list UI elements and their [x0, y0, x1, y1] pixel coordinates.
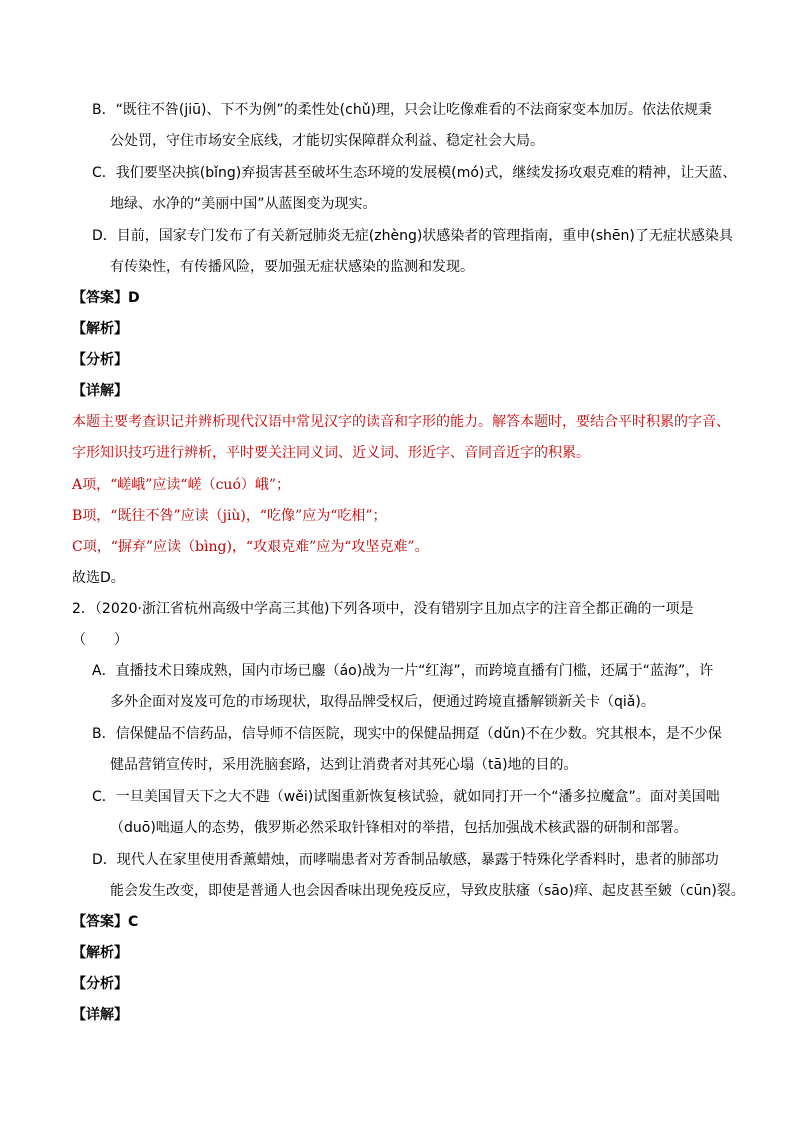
q2-option-d-line2: 能会发生改变，即使是普通人也会因香味出现免疫反应，导致皮肤瘙（sāo)痒、起皮甚至皴（cūn)裂。 [110, 883, 745, 899]
q2-stem-line2: （ ） [72, 632, 128, 648]
q2-answer: 【答案】C [72, 914, 139, 930]
q2-option-b-line1: B．信保健品不信药品，信导师不信医院，现实中的保健品拥趸（dǔn)不在少数。究其根本，是不少保 [92, 726, 722, 742]
q1-conclusion: 故选D。 [72, 570, 125, 586]
q1-option-c-line2: 地绿、水净的“美丽中国”从蓝图变为现实。 [110, 196, 377, 212]
q1-answer: 【答案】D [72, 290, 140, 306]
q2-option-c-line1: C．一旦美国冒天下之大不韪（wěi)试图重新恢复核试验，就如同打开一个“潘多拉魔盒”。面对美国咄 [92, 789, 720, 805]
q1-detail-line1: 本题主要考查识记并辨析现代汉语中常见汉字的读音和字形的能力。解答本题时，要结合平时积累的字音、 [72, 414, 730, 430]
q2-option-a-line2: 多外企面对岌岌可危的市场现状，取得品牌受权后，便通过跨境直播解锁新关卡（qiǎ)。 [110, 694, 655, 710]
q1-fenxi-label: 【分析】 [72, 352, 128, 368]
q1-jiexi-label: 【解析】 [72, 321, 128, 337]
q2-option-b-line2: 健品营销宣传时，采用洗脑套路，达到让消费者对其死心塌（tā)地的目的。 [110, 757, 578, 773]
q1-item-c: C项，“摒弃”应读（bìng)，“攻艰克难”应为“攻坚克难”。 [72, 539, 429, 555]
q2-option-c-line2: （duō)咄逼人的态势，俄罗斯必然采取针锋相对的举措，包括加强战术核武器的研制和部署。 [110, 820, 688, 836]
q1-option-b-line1: B．“既往不咎(jiū)、下不为例”的柔性处(chǔ)理，只会让吃像难看的不法商家变本加厉。依法依规秉 [92, 102, 713, 118]
q2-option-a-line1: A．直播技术日臻成熟，国内市场已鏖（áo)战为一片“红海”，而跨境直播有门槛，还属于“蓝海”，许 [92, 663, 714, 679]
q1-item-a: A项，“嵯峨”应读“嵯（cuó）峨”； [72, 477, 291, 493]
q2-jiexi-label: 【解析】 [72, 945, 128, 961]
q2-option-d-line1: D．现代人在家里使用香薰蜡烛，而哮喘患者对芳香制品敏感，暴露于特殊化学香料时，患者的肺部功 [92, 852, 719, 868]
q1-detail-line2: 字形知识技巧进行辨析，平时要关注同义词、近义词、形近字、音同音近字的积累。 [72, 445, 590, 461]
q1-item-b: B项，“既往不咎”应读（jiù)，“吃像”应为“吃相”； [72, 508, 387, 524]
q1-option-d-line2: 有传染性，有传播风险，要加强无症状感染的监测和发现。 [110, 259, 474, 275]
q1-option-c-line1: C．我们要坚决摈(bǐng)弃损害甚至破坏生态环境的发展模(mó)式，继续发扬攻艰克难的精神，让天蓝、 [92, 165, 737, 181]
q1-xiangjie-label: 【详解】 [72, 383, 128, 399]
q1-option-d-line1: D．目前，国家专门发布了有关新冠肺炎无症(zhèng)状感染者的管理指南，重申(shēn)了无症状感染具 [92, 228, 733, 244]
q2-xiangjie-label: 【详解】 [72, 1007, 128, 1023]
q1-option-b-line2: 公处罚，守住市场安全底线，才能切实保障群众利益、稳定社会大局。 [110, 133, 544, 149]
q2-stem-line1: 2．（2020·浙江省杭州高级中学高三其他)下列各项中，没有错别字且加点字的注音全都正确的一项是 [72, 601, 694, 617]
q2-fenxi-label: 【分析】 [72, 976, 128, 992]
